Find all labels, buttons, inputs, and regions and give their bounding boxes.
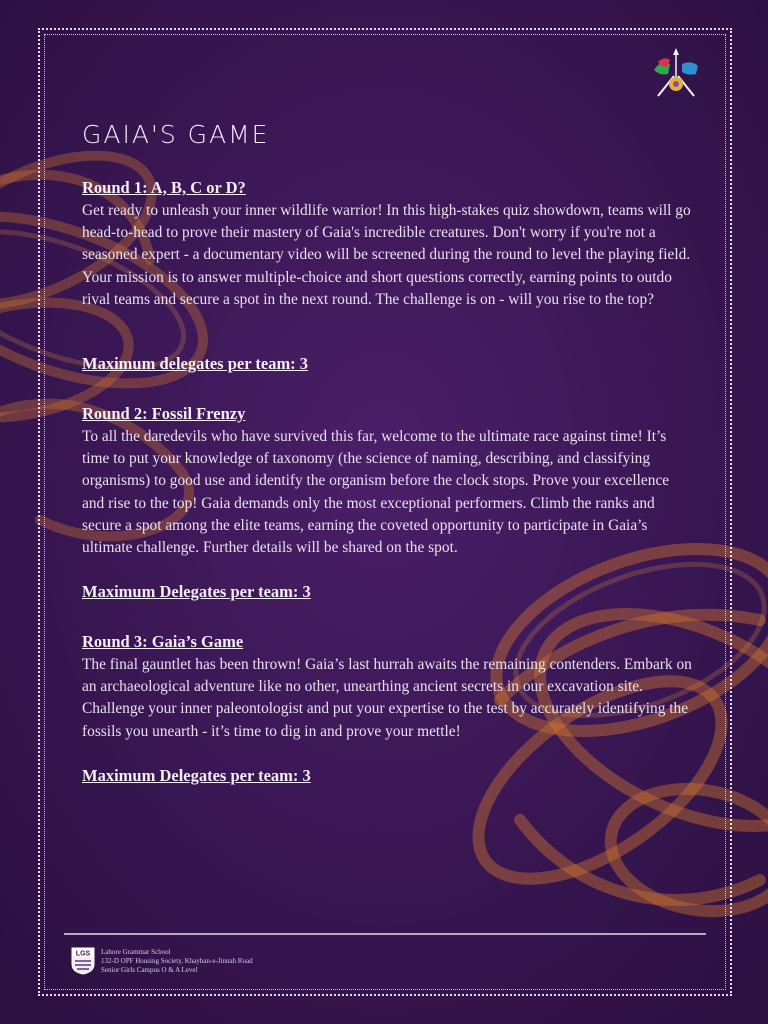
footer-campus: Senior Girls Campus O & A Level [101,965,198,974]
page-title: GAIA'S GAME [82,120,270,149]
footer-school-name: Lahore Grammar School [101,947,171,956]
footer-divider [64,933,706,935]
round-3-heading: Round 3: Gaia’s Game [82,632,244,651]
round-2-max-delegates: Maximum Delegates per team: 3 [82,582,311,601]
round-1-heading: Round 1: A, B, C or D? [82,178,246,197]
round-1-section [82,176,692,311]
school-crest-icon [70,947,96,975]
round-3-description: The final gauntlet has been thrown! Gaia’s last hurrah awaits the remaining contenders. Embark on an archaeological adventure like no other, unearthing ancient secrets in our excavation site. Challenge your inner paleontologist and put your expertise to the test by accurately identifying the fossils you unearth - it’s time to dig in and prove your mettle! [82,656,692,740]
round-3-section [82,630,692,743]
footer [70,947,253,975]
round-1-max-delegates: Maximum delegates per team: 3 [82,354,309,373]
event-logo-icon [650,48,702,100]
round-1-description: Get ready to unleash your inner wildlife warrior! In this high-stakes quiz showdown, teams will go head-to-head to prove their mastery of Gaia's incredible creatures. Don't worry if you're not a seasoned expert - a documentary video will be screened during the round to level the playing field. Your mission is to answer multiple-choice and short questions correctly, earning points to outdo rival teams and secure a spot in the next round. The challenge is on - will you rise to the top? [82,202,691,308]
crest-text: LGS [75,950,91,958]
round-3-max-delegates: Maximum Delegates per team: 3 [82,766,311,785]
round-2-heading: Round 2: Fossil Frenzy [82,404,246,423]
round-2-description: To all the daredevils who have survived this far, welcome to the ultimate race against time! It’s time to put your knowledge of taxonomy (the science of naming, describing, and classifying organisms) to good use and identify the organism before the clock stops. Prove your excellence and rise to the top! Gaia demands only the most exceptional performers. Climb the ranks and secure a spot among the elite teams, earning the coveted opportunity to participate in Gaia’s ultimate challenge. Further details will be shared on the spot. [82,428,670,557]
round-2-section [82,402,692,559]
footer-address: 132-D OPF Housing Society, Khayban-e-Jinnah Road [101,956,253,965]
